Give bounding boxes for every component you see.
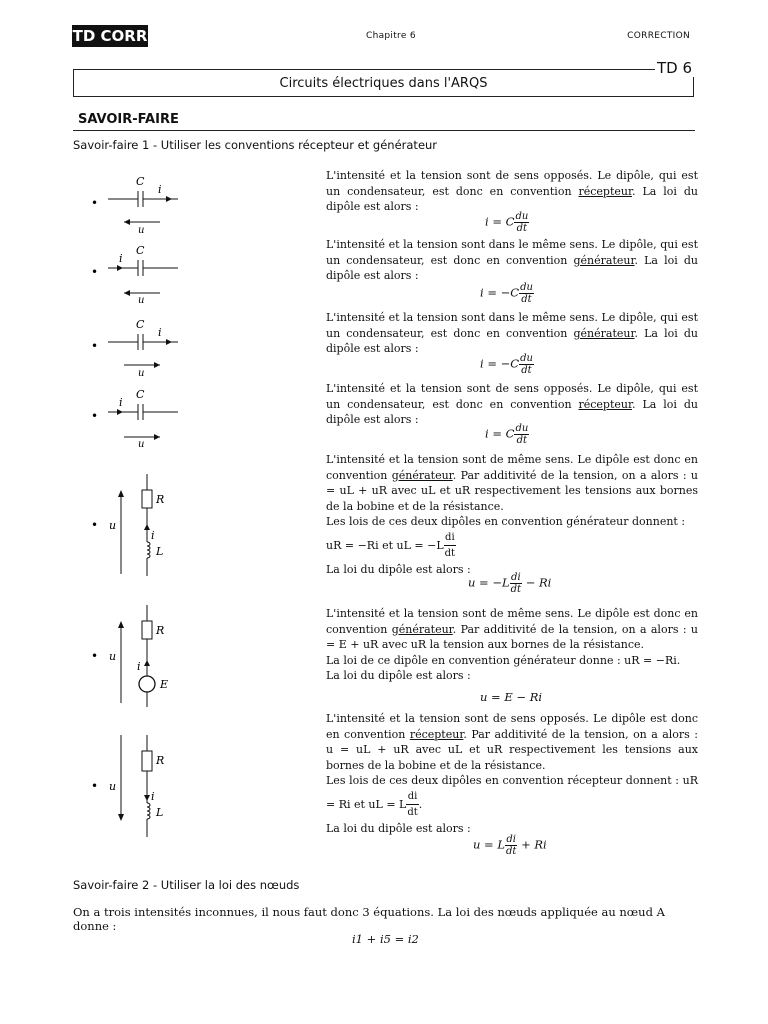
bullet: • <box>91 265 99 279</box>
current-label: i <box>158 183 162 196</box>
sf2-title: Savoir-faire 2 - Utiliser la loi des nœuds <box>73 878 300 892</box>
rl-generator-text: L'intensité et la tension sont de même sens. Le dipôle est donc en convention générateur. Par additivité de la tension, on a alors : u = uL + uR avec uL et uR respectivement les tensions aux bornes de la bobine et de la résistance. Les lois de ces deux dipôles en convention générateur donnent : uR = −Ri et uL = −L $\frac{di}{dt}$ La loi du dipôle est alors : <box>326 453 698 576</box>
capacitor-label: C <box>136 318 145 331</box>
item-2-text: L'intensité et la tension sont dans le même sens. Le dipôle, qui est un condensateur, est donc en convention générateur. La loi du dipôle est alors : <box>326 238 698 282</box>
item-3-equation: i = −C $\frac{du}{dt}$ <box>480 353 533 376</box>
td-corr-badge: TD CORR <box>72 27 148 45</box>
diagram-capacitor-2 <box>88 241 188 303</box>
sf2-text: On a trois intensités inconnues, il nous faut donc 3 équations. La loi des nœuds appliquée au nœud A donne : <box>73 905 665 933</box>
current-label: i <box>158 326 162 339</box>
voltage-label: u <box>138 439 145 447</box>
correction-label: CORRECTION <box>627 31 690 41</box>
bullet: • <box>91 409 99 423</box>
current-label: i <box>119 252 123 265</box>
td-number: TD 6 <box>656 59 692 77</box>
resistor-label: R <box>156 493 165 506</box>
rl-receptor-text: L'intensité et la tension sont de sens opposés. Le dipôle est donc en convention récepteur. Par additivité de la tension, on a alors : u = uL + uR avec uL et uR respectivement les tensions aux bornes de la bobine et de la résistance. Les lois de ces deux dipôles en convention récepteur donnent : uR = Ri et uL = L $\frac{di}{dt}$ . La loi du dipôle est alors : <box>326 712 698 835</box>
current-label: i <box>151 529 155 542</box>
section-rule <box>73 130 695 131</box>
diagram-rl-receptor <box>88 733 188 843</box>
item-1-equation: i = C $\frac{du}{dt}$ <box>485 211 529 234</box>
current-label: i <box>151 790 155 803</box>
capacitor-label: C <box>136 175 145 188</box>
resistor-label: R <box>156 624 165 637</box>
chapter-label: Chapitre 6 <box>366 31 416 41</box>
voltage-label: u <box>138 368 145 377</box>
rl-generator-equation: u = −L $\frac{di}{dt}$ − Ri <box>468 572 552 595</box>
capacitor-label: C <box>136 244 145 257</box>
re-generator-text: L'intensité et la tension sont de même sens. Le dipôle est donc en convention générateur. Par additivité de la tension, on a alors : u = E + uR avec uR la tension aux bornes de la résistance. La loi de ce dipôle en convention générateur donne : uR = −Ri. La loi du dipôle est alors : <box>326 607 698 682</box>
section-title: SAVOIR-FAIRE <box>78 112 179 127</box>
diagram-capacitor-4 <box>88 385 188 447</box>
item-1-text: L'intensité et la tension sont de sens opposés. Le dipôle, qui est un condensateur, est donc en convention récepteur. La loi du dipôle est alors : <box>326 169 698 213</box>
voltage-label: u <box>138 295 145 303</box>
bullet: • <box>91 779 99 793</box>
bullet: • <box>91 649 99 663</box>
rl-receptor-equation: u = L $\frac{di}{dt}$ + Ri <box>473 834 547 857</box>
voltage-label: u <box>109 650 117 663</box>
item-4-equation: i = C $\frac{du}{dt}$ <box>485 423 529 446</box>
diagram-rl-generator <box>88 472 188 582</box>
diagram-capacitor-1 <box>88 172 188 234</box>
capacitor-label: C <box>136 388 145 401</box>
item-3-text: L'intensité et la tension sont dans le même sens. Le dipôle, qui est un condensateur, est donc en convention générateur. La loi du dipôle est alors : <box>326 311 698 355</box>
item-2-equation: i = −C $\frac{du}{dt}$ <box>480 282 533 305</box>
page-title: Circuits électriques dans l'ARQS <box>279 76 488 91</box>
diagram-capacitor-3 <box>88 315 188 377</box>
title-box <box>73 69 694 97</box>
diagram-re-generator <box>88 603 188 713</box>
item-4-text: L'intensité et la tension sont de sens opposés. Le dipôle, qui est un condensateur, est donc en convention récepteur. La loi du dipôle est alors : <box>326 382 698 426</box>
current-label: i <box>137 660 141 673</box>
sf1-title: Savoir-faire 1 - Utiliser les conventions récepteur et générateur <box>73 138 438 152</box>
bullet: • <box>91 196 99 210</box>
bullet: • <box>91 518 99 532</box>
voltage-label: u <box>109 519 117 532</box>
re-generator-equation: u = E − Ri <box>480 690 543 704</box>
voltage-label: u <box>109 780 117 793</box>
inductor-label: L <box>156 806 164 819</box>
inductor-label: L <box>156 545 164 558</box>
voltage-label: u <box>138 225 145 234</box>
resistor-label: R <box>156 754 165 767</box>
source-label: E <box>160 678 169 691</box>
sf2-equation: i1 + i5 = i2 <box>352 932 419 946</box>
current-label: i <box>119 396 123 409</box>
bullet: • <box>91 339 99 353</box>
